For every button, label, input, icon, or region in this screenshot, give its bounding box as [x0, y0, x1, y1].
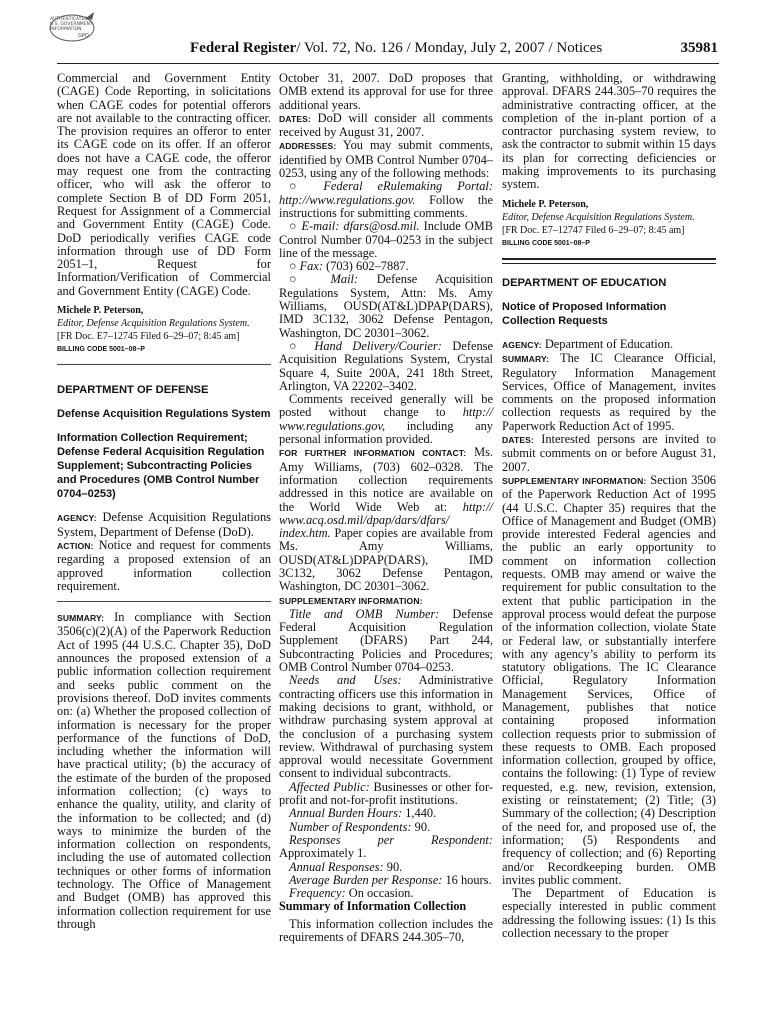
page-header — [190, 40, 718, 60]
annual-responses-value: 90. — [386, 859, 403, 874]
final-para: The Department of Education is especially interested in public comment addressing the following issues: (1) Is this collection necessary to the proper — [502, 886, 716, 941]
notice-title: Notice of Proposed Information Collection Requests — [502, 300, 667, 327]
dates-label: DATES: — [279, 113, 311, 124]
portal-text: Follow the instructions for submitting comments. — [279, 192, 493, 220]
col1-intro: Commercial and Government Entity (CAGE) Code Reporting, in solicitations when CAGE codes for potential offerors are not available to the contracting officer. The provision requires an offeror to enter its CAGE code on its offer. If an offeror does not have a CAGE code, the offeror may request one from the contracting officer, who will ask the offeror to complete Section B of DD Form 2051, Request for Assignment of a Commercial and Government Entity (CAGE) Code. DoD periodically verifies CAGE code information through use of DD Form 2051–1, Request for Information/Verification of Commercial and Government Entity (CAGE) Code. — [57, 71, 271, 298]
agency-text: Defense Acquisition Regulations System, Department of Defense (DoD). — [57, 510, 271, 539]
svg-text:U.S. GOVERNMENT: U.S. GOVERNMENT — [50, 22, 93, 27]
notice-title: Information Collection Requirement; Defense Federal Acquisition Regulation Supplement; Subcontracting Policies and Procedures (OMB Control Number 0704–0253) — [57, 432, 265, 501]
addresses-para — [279, 139, 493, 180]
action-text: Notice and request for comments regarding a proposed extension of an approved information collection requirement. — [57, 537, 272, 593]
posted-tail: including any personal information provided. — [279, 418, 493, 447]
annual-responses-label: Annual Responses: — [289, 859, 384, 874]
dates-label: DATES: — [502, 435, 534, 446]
frequency-label: Frequency: — [289, 886, 346, 901]
col2-intro: October 31, 2007. DoD proposes that OMB extend its approval for use for three additional years. — [279, 71, 493, 112]
contact-tail: Paper copies are available from Ms. Amy Williams, OUSD(AT&L)DPAP(DARS), IMD 3C132, 3062 Defense Pentagon, Washington, DC 20301–3062. — [279, 526, 493, 594]
hand-text: Defense Acquisition Regulations System, Crystal Square 4, Suite 200A, 241 18th Street, Arlington, VA 22202–3402. — [279, 338, 493, 393]
signer-title: Editor, Defense Acquisition Regulations System. — [502, 211, 695, 223]
hand-label: ○ Hand Delivery/Courier: — [289, 338, 442, 353]
supp-para — [502, 474, 716, 887]
supp-label: SUPPLEMENTARY INFORMATION: — [279, 595, 423, 606]
svg-text:GPO: GPO — [78, 33, 89, 39]
signer-name: Michele P. Peterson, — [57, 305, 144, 317]
fr-doc: [FR Doc. E7–12745 Filed 6–29–07; 8:45 am] — [57, 331, 240, 343]
divider — [57, 601, 271, 602]
department-heading: DEPARTMENT OF DEFENSE — [57, 384, 209, 397]
respondents-para — [279, 821, 493, 834]
svg-text:INFORMATION: INFORMATION — [50, 27, 82, 32]
email-method — [279, 220, 493, 260]
email-label: ○ E-mail: dfars@osd.mil. — [289, 219, 420, 234]
header-rule — [57, 63, 719, 64]
needs-para — [279, 674, 493, 780]
annual-responses-para — [279, 861, 493, 874]
respondents-value: 90. — [414, 819, 431, 834]
burden-label: Annual Burden Hours: — [289, 806, 403, 821]
email-text: Include OMB Control Number 0704–0253 in the subject line of the message. — [279, 219, 493, 260]
summary-text: The IC Clearance Official, Regulatory Information Management Services, Office of Management, invites comments on the proposed information collection requests as required by the Paperwork Reduction Act of 1995. — [502, 351, 717, 433]
page-number: 35981 — [680, 40, 718, 56]
summary-para — [57, 611, 271, 931]
header-citation — [190, 40, 602, 57]
summary-collection-text: This information collection includes the requirements of DFARS 244.305–70, — [279, 916, 493, 944]
agency-label: AGENCY: — [502, 339, 542, 350]
agency-heading: Defense Acquisition Regulations System — [57, 408, 271, 421]
summary-text: In compliance with Section 3506(c)(2)(A) of the Paperwork Reduction Act of 1995 (44 U.S.C. Chapter 35), DoD announces the proposed extension of a public information collection requirement and seeks public comment on the provisions thereof. DoD invites comments on: (a) Whether the proposed collection of information is necessary for the proper performance of the functions of DoD, including whether the information will have practical utility; (b) the accuracy of the estimate of the burden of the proposed information collection; (c) ways to enhance the quality, utility, and clarity of the information to be collected; and (d) ways to minimize the burden of the information collection on respondents, including the use of automated collection techniques or other forms of information technology. The Office of Management and Budget (OMB) has approved this information collection requirement for use through — [57, 610, 271, 931]
affected-para — [279, 781, 493, 808]
fr-doc: [FR Doc. E7–12747 Filed 6–29–07; 8:45 am] — [502, 224, 685, 236]
contact-link[interactable]: http:// www.acq.osd.mil/dpap/dars/dfars/ index.htm. — [279, 499, 493, 541]
mail-method — [279, 273, 493, 339]
signer-name: Michele P. Peterson, — [502, 198, 589, 210]
summary-label: SUMMARY: — [502, 354, 550, 365]
hand-method — [279, 340, 493, 393]
column-2 — [279, 72, 493, 944]
affected-text: Businesses or other for-profit and not-for-profit institutions. — [279, 779, 493, 808]
needs-text: Administrative contracting officers use this information in making decisions to grant, withhold, or withdraw purchasing system approval at the conclusion of a purchasing system review. Withdrawal of purchasing system approval would necessitate Government consent to individual subcontracts. — [279, 673, 494, 781]
affected-label: Affected Public: — [289, 779, 370, 794]
posted-text: Comments received generally will be posted without change to — [279, 392, 493, 420]
fax-method — [279, 260, 493, 273]
divider-thin — [502, 263, 716, 264]
title-para — [279, 608, 493, 674]
responses-per-para — [279, 834, 493, 861]
summary-heading: Summary of Information Collection — [279, 899, 467, 914]
divider — [57, 364, 271, 365]
contact-text: Ms. Amy Williams, (703) 602–0328. The information collection requirements addressed in this notice are available on the World Wide Web at: — [279, 445, 493, 514]
svg-text:AUTHENTICATED: AUTHENTICATED — [50, 17, 88, 22]
addresses-text: You may submit comments, identified by OMB Control Number 0704–0253, using any of the following methods: — [279, 138, 493, 181]
avg-burden-para — [279, 874, 493, 887]
divider-bold — [502, 258, 716, 260]
department-heading: DEPARTMENT OF EDUCATION — [502, 276, 667, 289]
dates-para — [279, 112, 493, 140]
billing-code: BILLING CODE 5001–08–P — [502, 239, 590, 247]
summary-label: SUMMARY: — [57, 613, 105, 624]
avg-burden-label: Average Burden per Response: — [289, 872, 443, 887]
agency-label: AGENCY: — [57, 513, 97, 524]
column-3 — [502, 72, 716, 940]
needs-label: Needs and Uses: — [289, 673, 402, 688]
title-text: Defense Federal Acquisition Regulation Supplement (DFARS) Part 244, Subcontracting Policies and Procedures; OMB Control Number 0704–0253. — [279, 606, 493, 675]
gpo-authentication-logo — [38, 8, 100, 44]
contact-para — [279, 446, 493, 593]
action-para — [57, 539, 271, 593]
dates-text: Interested persons are invited to submit comments on or before August 31, 2007. — [502, 432, 716, 474]
fax-text: (703) 602–7887. — [326, 259, 409, 274]
contact-label: FOR FURTHER INFORMATION CONTACT: — [279, 448, 467, 459]
portal-label: ○ Federal eRulemaking Portal: http://www.regulations.gov. — [279, 179, 493, 207]
agency-para — [502, 338, 716, 352]
agency-text: Department of Education. — [544, 336, 674, 351]
responses-per-label: Responses per Respondent: — [289, 832, 493, 847]
frequency-para — [279, 887, 493, 900]
mail-label: ○ Mail: — [289, 272, 359, 287]
posted-para — [279, 393, 493, 446]
signer-title: Editor, Defense Acquisition Regulations System. — [57, 318, 250, 330]
supp-para — [279, 594, 493, 608]
burden-value: 1,440. — [405, 806, 437, 821]
respondents-label: Number of Respondents: — [289, 819, 412, 834]
billing-code: BILLING CODE 5001–08–P — [57, 346, 145, 354]
agency-para — [57, 511, 271, 539]
frequency-value: On occasion. — [348, 886, 414, 901]
portal-method — [279, 180, 493, 220]
dates-text: DoD will consider all comments received by August 31, 2007. — [279, 110, 493, 140]
fax-label: ○ Fax: — [289, 259, 323, 274]
dates-para — [502, 433, 716, 474]
posted-link[interactable]: http:// www.regulations.gov, — [279, 405, 493, 433]
title-label: Title and OMB Number: — [289, 606, 440, 621]
mail-text: Defense Acquisition Regulations System, Attn: Ms. Amy Williams, OUSD(AT&L)DPAP(DARS), IMD 3C132, 3062 Defense Pentagon, Washington, DC 20301–3062. — [279, 272, 493, 340]
summary-para — [502, 352, 716, 433]
issue-details: / Vol. 72, No. 126 / Monday, July 2, 2007 / Notices — [296, 40, 603, 56]
action-label: ACTION: — [57, 540, 94, 551]
burden-para — [279, 807, 493, 820]
supp-label: SUPPLEMENTARY INFORMATION: — [502, 475, 647, 486]
avg-burden-value: 16 hours. — [445, 872, 492, 887]
col3-intro: Granting, withholding, or withdrawing approval. DFARS 244.305–70 requires the administrative contracting officer, at the completion of the in-plant portion of a contractor purchasing system review, to ask the contractor to submit within 15 days its plan for correcting deficiencies or making improvements to its purchasing system. — [502, 71, 716, 192]
responses-per-value: Approximately 1. — [279, 846, 367, 861]
addresses-label: ADDRESSES: — [279, 141, 337, 152]
publication-name: Federal Register — [190, 40, 297, 56]
column-1 — [57, 72, 271, 931]
supp-text: Section 3506 of the Paperwork Reduction Act of 1995 (44 U.S.C. Chapter 35) requires that the Office of Management and Budget (OMB) provide interested Federal agencies and the public an early opportunity to comment on information collection requests. OMB may amend or waive the requirement for public consultation to the extent that public participation in the approval process would defeat the purpose of the information collection, violate State or Federal law, or substantially interfere with any agency’s ability to perform its statutory obligations. The IC Clearance Official, Regulatory Information Management Services, Office of Management, publishes that notice containing proposed information collection requests prior to submission of these requests to OMB. Each proposed information collection, grouped by office, contains the following: (1) Type of review requested, e.g. new, revision, extension, existing or reinstatement; (2) Title; (3) Summary of the collection; (4) Description of the need for, and proposed use of, the information; (5) Respondents and frequency of collection; and (6) Reporting and/or Recordkeeping burden. OMB invites public comment. — [502, 472, 716, 887]
